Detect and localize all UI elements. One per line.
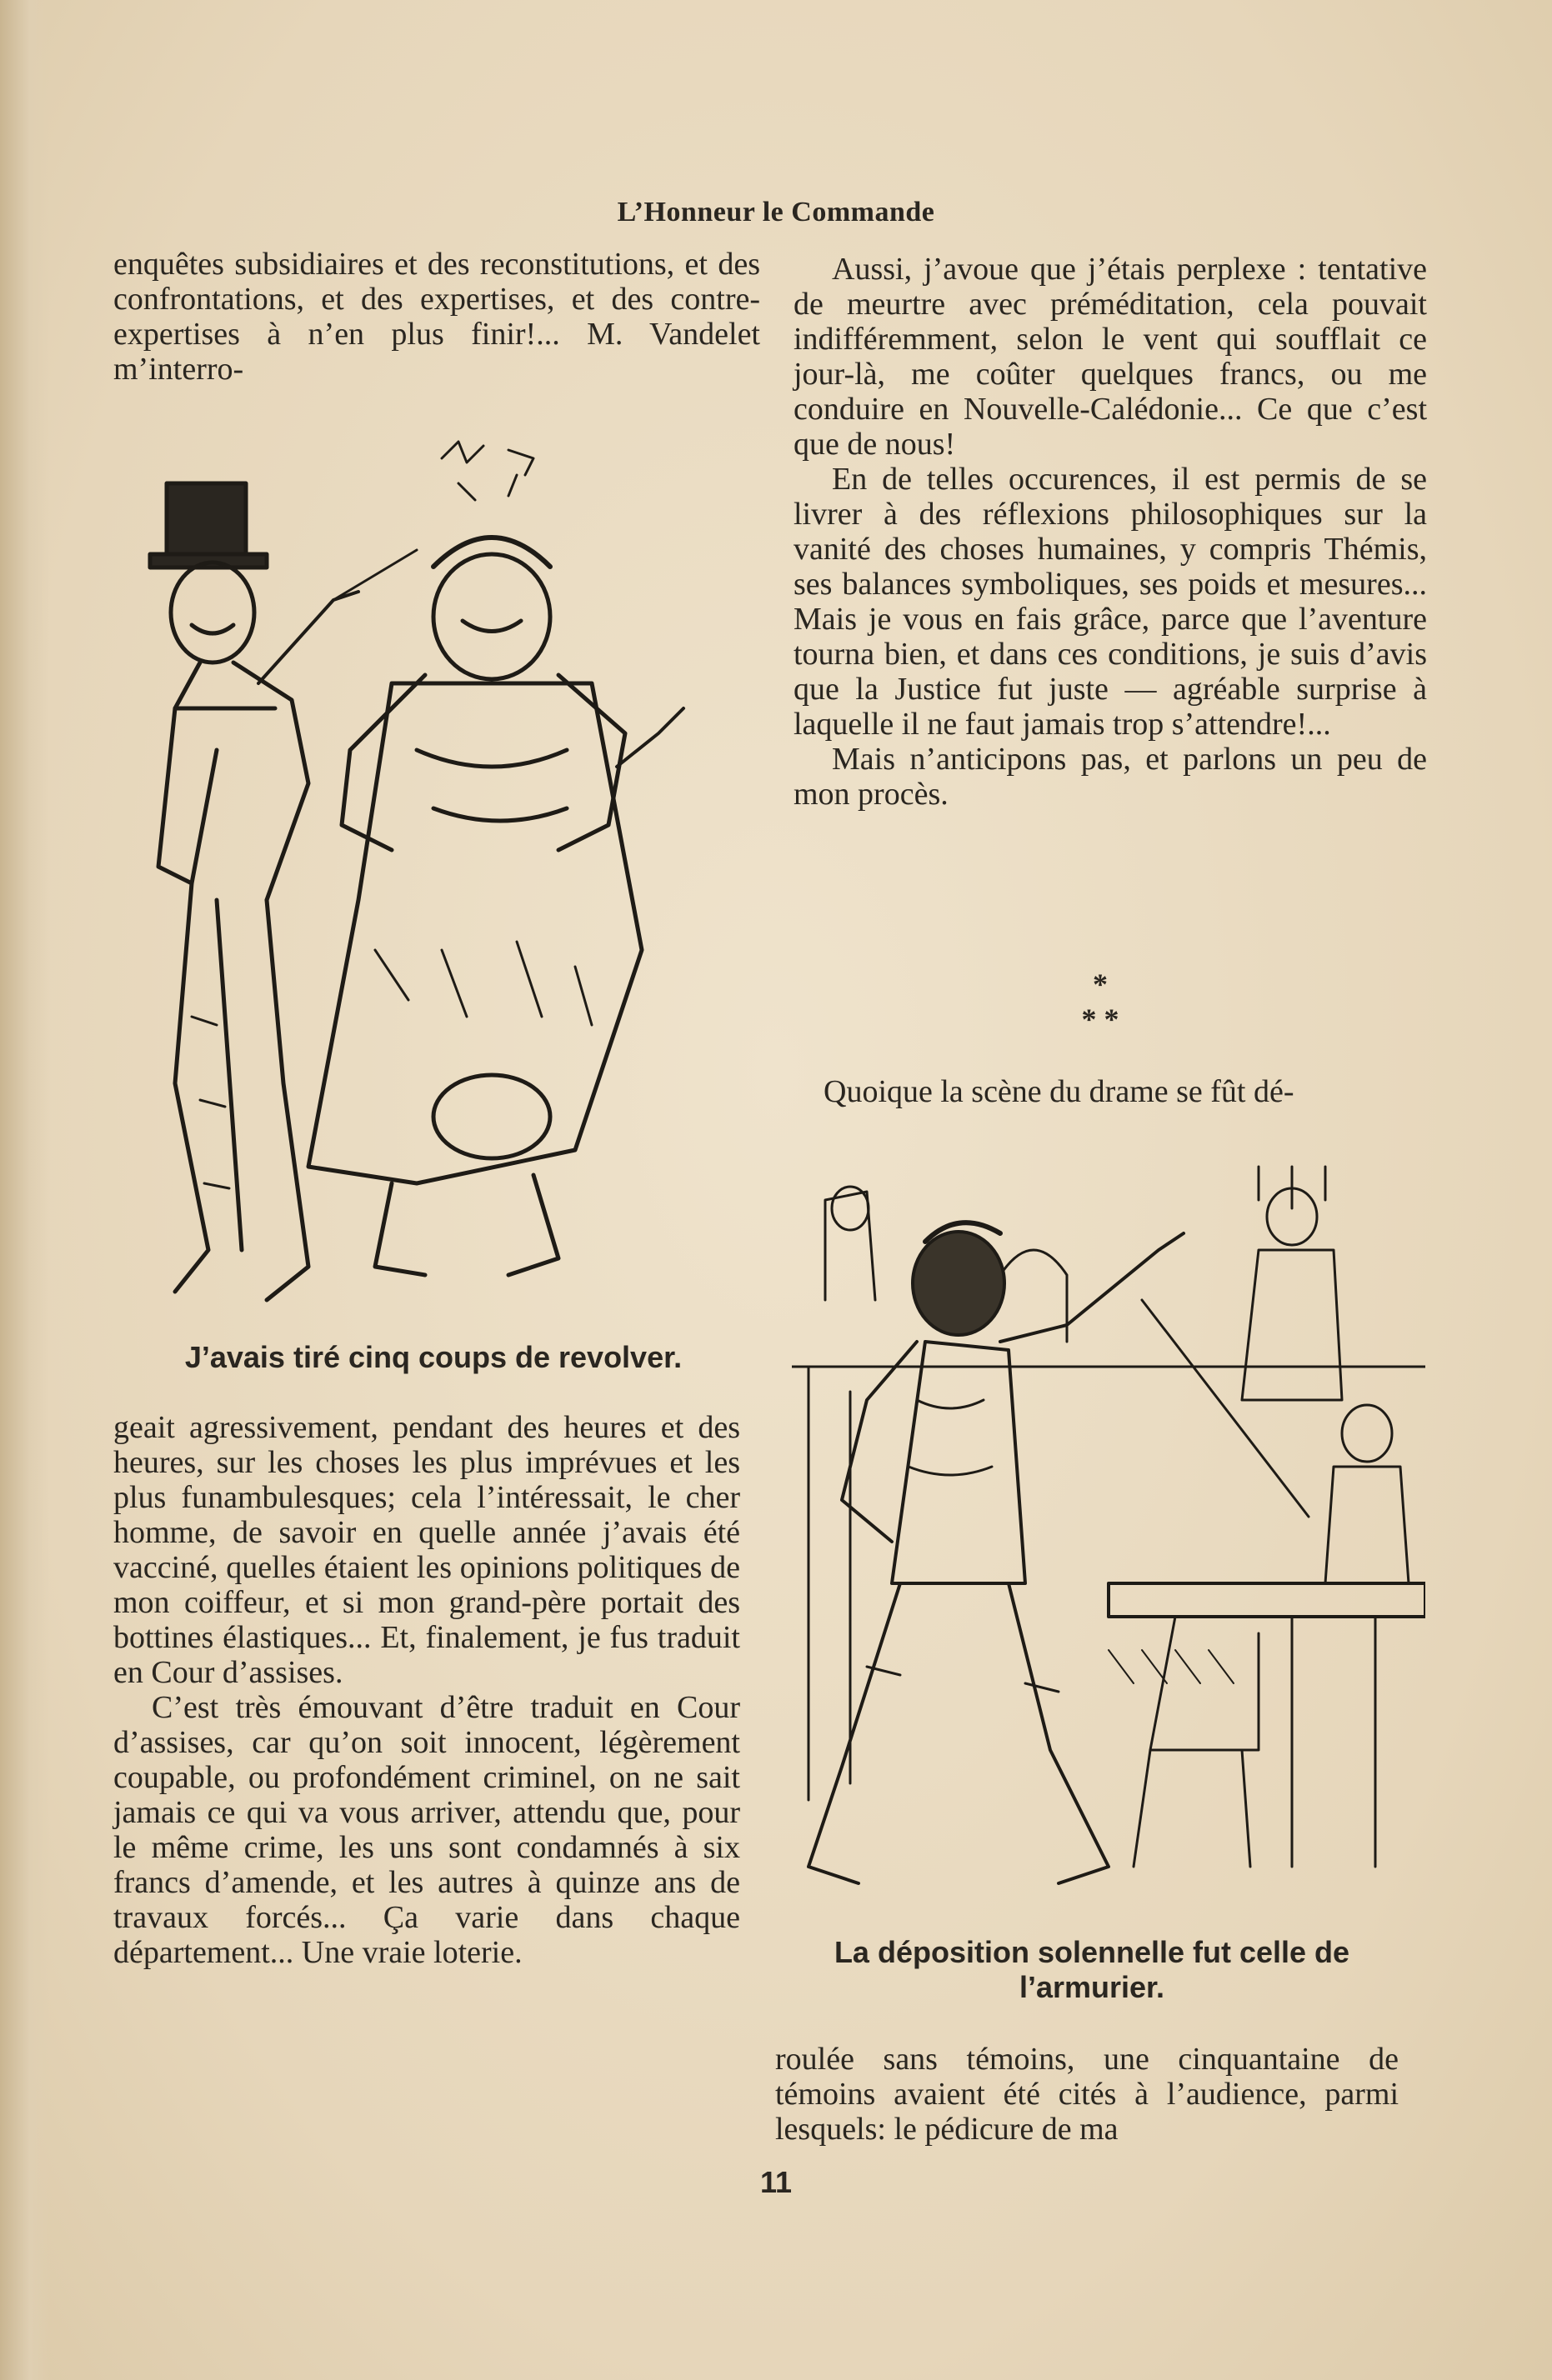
page-number: 11 — [759, 2165, 793, 2199]
section-break-top: * — [1093, 968, 1108, 1001]
paragraph: En de telles occurences, il est permis de se livrer à des réflexions philosophiques sur la vanité des choses humaines, y compris Thémis, ses balances symboliques, ses poids et mesures... Mais je vous en fais grâce, parce que l’aventure tourna bien, et dans ces conditions, je suis d’avis que la Justice fut juste — agréable surprise à laquelle il ne faut jamais trop s’attendre!... — [794, 462, 1427, 742]
section-break-bottom: * * — [1081, 1002, 1119, 1036]
left-column-top — [113, 247, 760, 387]
paragraph-start: Quoique la scène du drame se fût dé- — [824, 1074, 1294, 1109]
section-break — [1034, 967, 1167, 1037]
illustration-caption: J’avais tiré cinq coups de revolver. — [184, 1340, 683, 1374]
book-spine-shadow — [0, 0, 50, 2380]
left-column-bottom — [113, 1410, 740, 1970]
paragraph: roulée sans témoins, une cinquantaine de témoins avaient été cités à l’audience, parmi lesquels: le pédicure de ma — [775, 2042, 1399, 2147]
right-column-bottom — [775, 2042, 1399, 2147]
paragraph: enquêtes subsidiaires et des reconstitutions, et des confrontations, et des expertises, et des contre-expertises à n’en plus finir!... M. Vandelet m’interro- — [113, 247, 760, 387]
paragraph: C’est très émouvant d’être traduit en Cour d’assises, car qu’on soit innocent, légèrement coupable, ou profondément criminel, on ne sait jamais ce qui va vous arriver, attendu que, pour le même crime, les uns sont condamnés à six francs d’amende, et les autres à quinze ans de travaux forcés... Ça varie dans chaque département... Une vraie loterie. — [113, 1690, 740, 1970]
right-column-top — [794, 252, 1427, 812]
paragraph: Mais n’anticipons pas, et parlons un peu de mon procès. — [794, 742, 1427, 812]
illustration-caption: La déposition solennelle fut celle de l’armurier. — [834, 1935, 1350, 2004]
paragraph: geait agressivement, pendant des heures et des heures, sur les choses les plus imprévues et les plus funambulesques; cela l’intéressait, le cher homme, de savoir en quelle année j’avais été vacciné, quelles étaient les opinions politiques de mon coiffeur, et si mon grand-père portait des bottines élastiques... Et, finalement, je fus traduit en Cour d’assises. — [113, 1410, 740, 1690]
paragraph: Aussi, j’avoue que j’étais perplexe : tentative de meurtre avec préméditation, cela pouvait indifféremment, selon le vent qui soufflait ce jour-là, me coûter quelques francs, ou me conduire en Nouvelle-Calédonie... Ce que c’est que de nous! — [794, 252, 1427, 462]
courtroom-deposition-drawing-icon — [792, 1150, 1425, 1925]
two-figures-revolver-drawing-icon — [142, 433, 742, 1325]
running-head: L’Honneur le Commande — [617, 197, 935, 228]
